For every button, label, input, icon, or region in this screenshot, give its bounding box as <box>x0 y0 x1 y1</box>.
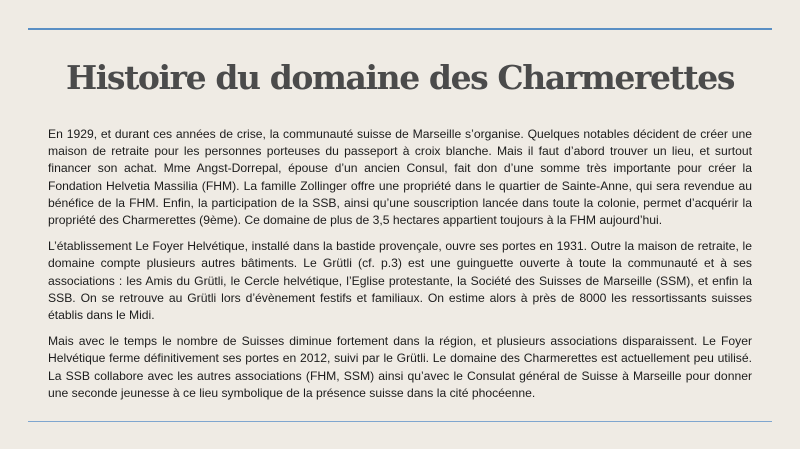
paragraph-2: L’établissement Le Foyer Helvétique, installé dans la bastide provençale, ouvre ses portes en 1931. Outre la maison de retraite, le domaine compte plusieurs autres bâtiments. Le Grütli (cf. p.3) est une guinguette ouverte à toute la communauté et à ses associations : les Amis du Grütli, le Cercle helvétique, l’Eglise protestante, la Société des Suisses de Marseille (SSM), et enfin la SSB. On se retrouve au Grütli lors d’évènement festifs et familiaux. On estime alors à près de 8000 les ressortissants suisses établis dans le Midi. <box>48 239 752 323</box>
paragraph-3: Mais avec le temps le nombre de Suisses diminue fortement dans la région, et plusieurs associations disparaissent. Le Foyer Helvétique ferme définitivement ses portes en 2012, suivi par le Grütli. Le domaine des Charmerettes est actuellement peu utilisé. La SSB collabore avec les autres associations (FHM, SSM) ainsi qu’avec le Consulat général de Suisse à Marseille pour donner une seconde jeunesse à ce lieu symbolique de la présence suisse dans la cité phocéenne. <box>48 334 752 400</box>
top-divider <box>28 28 772 30</box>
bottom-divider <box>28 421 772 422</box>
paragraph-1: En 1929, et durant ces années de crise, la communauté suisse de Marseille s’organise. Quelques notables décident de créer une maison de retraite pour les personnes porteuses du passeport à croix blanche. Mais il faut d’abord trouver un lieu, et surtout financer son achat. Mme Angst-Dorrepal, épouse d’un ancien Consul, fait don d’une somme très importante pour créer la Fondation Helvetia Massilia (FHM). La famille Zollinger offre une propriété dans le quartier de Sainte-Anne, qui sera revendue au bénéfice de la FHM. Enfin, la participation de la SSB, ainsi qu’une souscription lancée dans toute la colonie, permet d’acquérir la propriété des Charmerettes (9ème). Ce domaine de plus de 3,5 hectares appartient toujours à la FHM aujourd’hui. <box>48 127 752 228</box>
page-title: Histoire du domaine des Charmerettes <box>65 58 735 97</box>
article-body <box>48 126 752 411</box>
